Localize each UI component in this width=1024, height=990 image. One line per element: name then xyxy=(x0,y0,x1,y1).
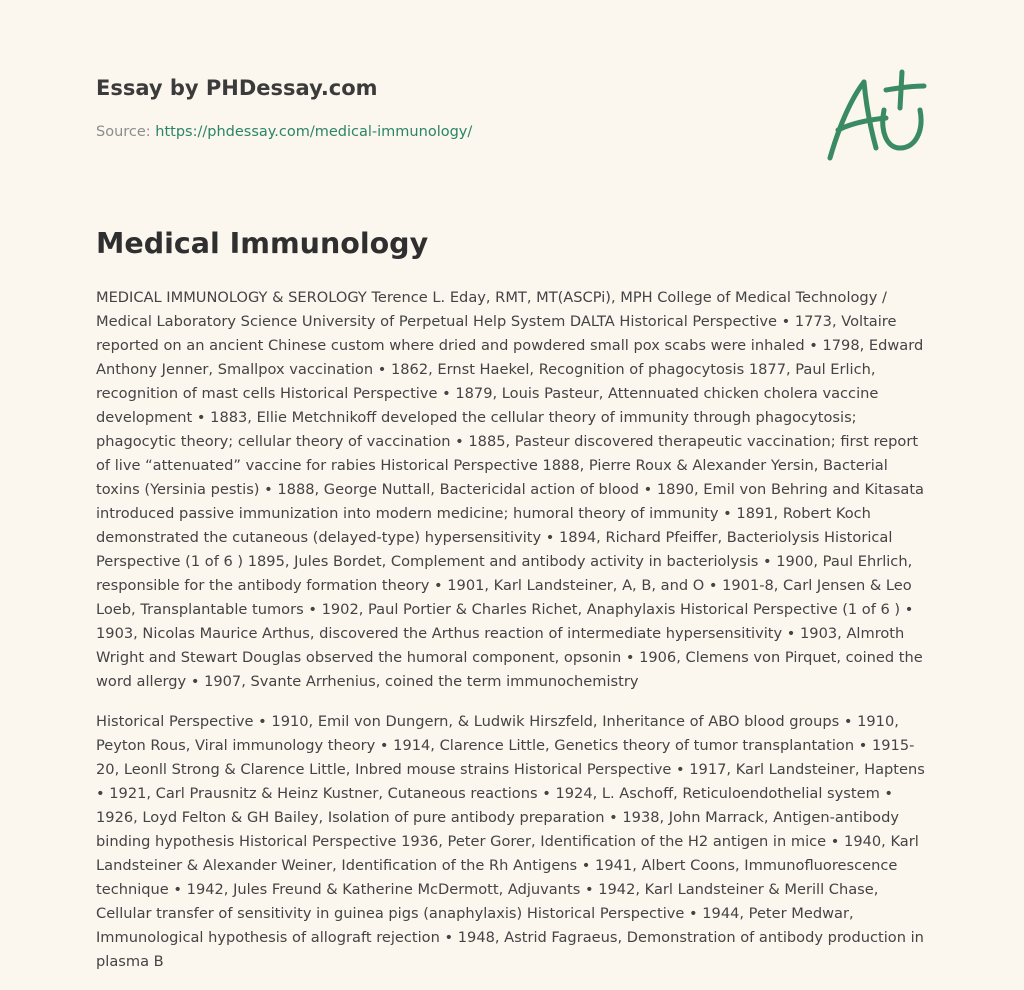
essay-title: Medical Immunology xyxy=(96,227,429,260)
source-link[interactable]: https://phdessay.com/medical-immunology/ xyxy=(155,124,473,140)
site-title: Essay by PHDessay.com xyxy=(96,76,378,100)
essay-paragraph: MEDICAL IMMUNOLOGY & SEROLOGY Terence L. Eday, RMT, MT(ASCPi), MPH College of Medical Technology / Medical Laboratory Science University of Perpetual Help System DALTA Historical Perspective • 1773, Voltaire reported on an ancient Chinese custom where dried and powdered small pox scabs were inhaled • 1798, Edward Anthony Jenner, Smallpox vaccination • 1862, Ernst Haekel, Recognition of phagocytosis 1877, Paul Erlich, recognition of mast cells Historical Perspective • 1879, Louis Pasteur, Attennuated chicken cholera vaccine development • 1883, Ellie Metchnikoff developed the cellular theory of immunity through phagocytosis; phagocytic theory; cellular theory of vaccination • 1885, Pasteur discovered therapeutic vaccination; first report of live “attenuated” vaccine for rabies Historical Perspective 1888, Pierre Roux & Alexander Yersin, Bacterial toxins (Yersinia pestis) • 1888, George Nuttall, Bactericidal action of blood • 1890, Emil von Behring and Kitasata introduced passive immunization into modern medicine; humoral theory of immunity • 1891, Robert Koch demonstrated the cutaneous (delayed-type) hypersensitivity • 1894, Richard Pfeiffer, Bacteriolysis Historical Perspective (1 of 6 ) 1895, Jules Bordet, Complement and antibody activity in bacteriolysis • 1900, Paul Ehrlich, responsible for the antibody formation theory • 1901, Karl Landsteiner, A, B, and O • 1901-8, Carl Jensen & Leo Loeb, Transplantable tumors • 1902, Paul Portier & Charles Richet, Anaphylaxis Historical Perspective (1 of 6 ) • 1903, Nicolas Maurice Arthus, discovered the Arthus reaction of intermediate hypersensitivity • 1903, Almroth Wright and Stewart Douglas observed the humoral component, opsonin • 1906, Clemens von Pirquet, coined the word allergy • 1907, Svante Arrhenius, coined the term immunochemistry xyxy=(96,289,924,690)
source-label: Source: xyxy=(96,124,156,140)
essay-paragraph: Historical Perspective • 1910, Emil von Dungern, & Ludwik Hirszfeld, Inheritance of ABO blood groups • 1910, Peyton Rous, Viral immunology theory • 1914, Clarence Little, Genetics theory of tumor transplantation • 1915-20, Leonll Strong & Clarence Little, Inbred mouse strains Historical Perspective • 1917, Karl Landsteiner, Haptens • 1921, Carl Prausnitz & Heinz Kustner, Cutaneous reactions • 1924, L. Aschoff, Reticuloendothelial system • 1926, Loyd Felton & GH Bailey, Isolation of pure antibody preparation • 1938, John Marrack, Antigen-antibody binding hypothesis Historical Perspective 1936, Peter Gorer, Identification of the H2 antigen in mice • 1940, Karl Landsteiner & Alexander Weiner, Identification of the Rh Antigens • 1941, Albert Coons, Immunofluorescence technique • 1942, Jules Freund & Katherine McDermott, Adjuvants • 1942, Karl Landsteiner & Merill Chase, Cellular transfer of sensitivity in guinea pigs (anaphylaxis) Historical Perspective • 1944, Peter Medwar, Immunological hypothesis of allograft rejection • 1948, Astrid Fagraeus, Demonstration of antibody production in plasma B xyxy=(96,713,925,970)
essay-body xyxy=(96,286,932,990)
a-plus-logo-icon xyxy=(824,68,930,164)
source-line xyxy=(96,124,472,140)
